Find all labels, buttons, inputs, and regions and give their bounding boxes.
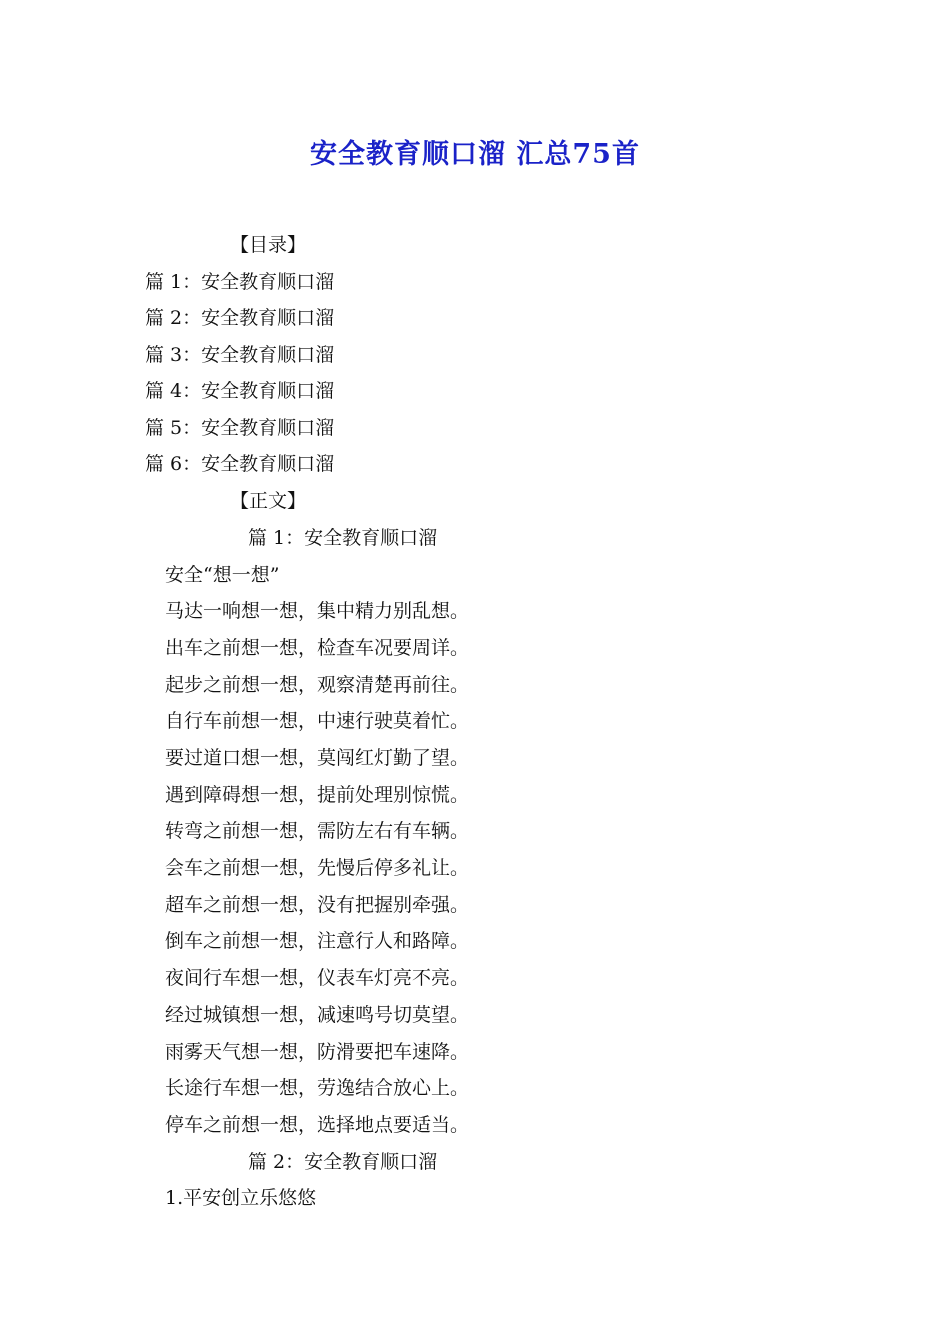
- verse-line: 倒车之前想一想，注意行人和路障。: [165, 930, 470, 952]
- toc-item: 篇 5：安全教育顺口溜: [145, 417, 335, 439]
- section-title: 篇 1：安全教育顺口溜: [248, 527, 438, 549]
- verse-line: 1.平安创立乐悠悠: [165, 1187, 317, 1209]
- toc-heading: 【目录】: [230, 234, 307, 256]
- verse-line: 停车之前想一想，选择地点要适当。: [165, 1114, 470, 1136]
- verse-line: 起步之前想一想，观察清楚再前往。: [165, 674, 470, 696]
- verse-line: 夜间行车想一想，仪表车灯亮不亮。: [165, 967, 470, 989]
- toc-item: 篇 1：安全教育顺口溜: [145, 271, 335, 293]
- toc-item: 篇 3：安全教育顺口溜: [145, 344, 335, 366]
- verse-line: 出车之前想一想，检查车况要周详。: [165, 637, 470, 659]
- section-title: 篇 2：安全教育顺口溜: [248, 1151, 438, 1173]
- toc-item: 篇 6：安全教育顺口溜: [145, 453, 335, 475]
- verse-line: 要过道口想一想，莫闯红灯勤了望。: [165, 747, 470, 769]
- document-title: 安全教育顺口溜 汇总75首: [310, 139, 640, 170]
- verse-line: 雨雾天气想一想，防滑要把车速降。: [165, 1041, 470, 1063]
- toc-item: 篇 4：安全教育顺口溜: [145, 380, 335, 402]
- body-heading: 【正文】: [230, 490, 307, 512]
- verse-line: 会车之前想一想，先慢后停多礼让。: [165, 857, 470, 879]
- verse-line: 马达一响想一想，集中精力别乱想。: [165, 600, 470, 622]
- toc-item: 篇 2：安全教育顺口溜: [145, 307, 335, 329]
- verse-line: 经过城镇想一想，减速鸣号切莫望。: [165, 1004, 470, 1026]
- verse-line: 安全“想一想”: [165, 564, 280, 586]
- verse-line: 自行车前想一想，中速行驶莫着忙。: [165, 710, 470, 732]
- verse-line: 长途行车想一想，劳逸结合放心上。: [165, 1077, 470, 1099]
- verse-line: 遇到障碍想一想，提前处理别惊慌。: [165, 784, 470, 806]
- verse-line: 转弯之前想一想，需防左右有车辆。: [165, 820, 470, 842]
- verse-line: 超车之前想一想，没有把握别牵强。: [165, 894, 470, 916]
